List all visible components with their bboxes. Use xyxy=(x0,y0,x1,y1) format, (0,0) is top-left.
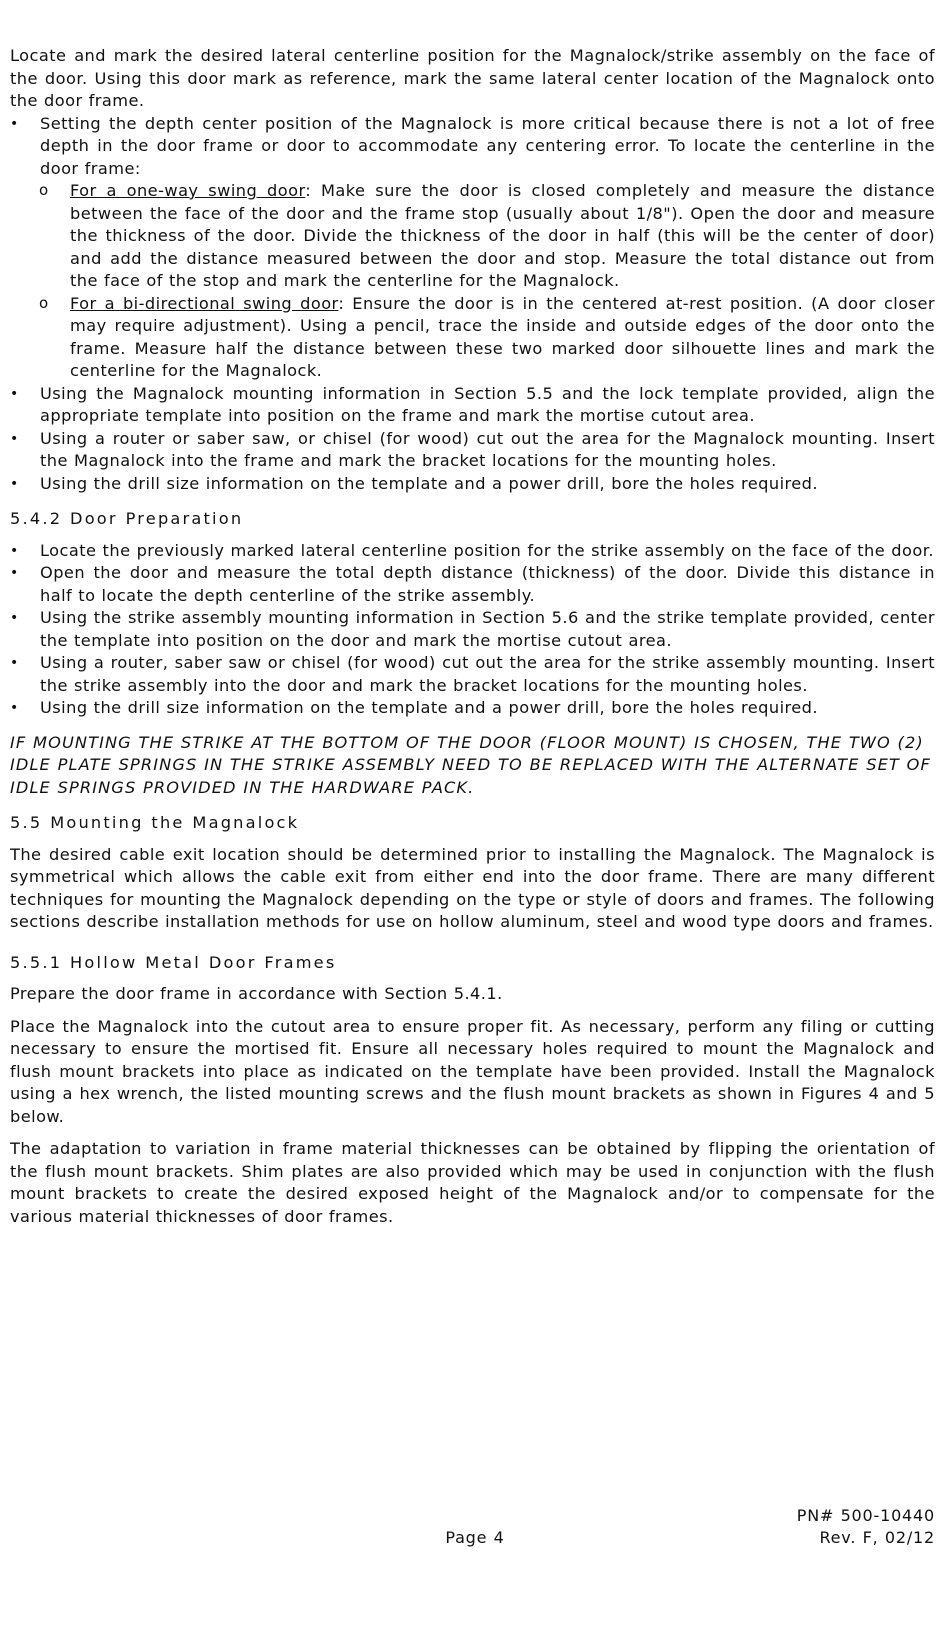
list-item: • Using a router, saber saw or chisel (for wood) cut out the area for the strike assembly mounting. Insert the strike assembly into the door and mark the bracket locations for the mounting holes. xyxy=(10,652,935,697)
hollow-paragraph-2: Place the Magnalock into the cutout area to ensure proper fit. As necessary, perform any filing or cutting necessary to ensure the mortised fit. Ensure all necessary holes required to mount the Magnalock and flush mount brackets into place as indicated on the template have been provided. Install the Magnalock using a hex wrench, the listed mounting screws and the flush mount brackets as shown in Figures 4 and 5 below. xyxy=(10,1016,935,1126)
list-item: • Locate the previously marked lateral centerline position for the strike assembly on the face of the door. xyxy=(10,540,935,563)
page-footer xyxy=(0,1505,950,1555)
sub-item-text: : Ensure the door is in the centered at-rest position. (A door closer may require adjustment). Using a pencil, trace the inside and outside edges of the door onto the frame. Measure half the distance between these two marked door silhouette lines and mark the centerline for the Magnalock. xyxy=(70,293,936,380)
hollow-paragraph-3: The adaptation to variation in frame material thicknesses can be obtained by flipping the orientation of the flush mount brackets. Shim plates are also provided which may be used in conjunction with the flush mount brackets to create the desired exposed height of the Magnalock and/or to compensate for the various material thicknesses of door frames. xyxy=(10,1139,935,1226)
page-number: Page 4 xyxy=(445,1528,505,1547)
sub-list xyxy=(10,180,935,383)
list-item: • Open the door and measure the total depth distance (thickness) of the door. Divide this distance in half to locate the depth centerline of the strike assembly. xyxy=(10,562,935,607)
sub-item-label: For a bi-directional swing door xyxy=(70,293,339,313)
section-heading-mounting: 5.5 Mounting the Magnalock xyxy=(10,813,300,832)
sub-list-item xyxy=(10,293,935,383)
warning-note: IF MOUNTING THE STRIKE AT THE BOTTOM OF THE DOOR (FLOOR MOUNT) IS CHOSEN, THE TWO (2) IDLE PLATE SPRINGS IN THE STRIKE ASSEMBLY NEED TO BE REPLACED WITH THE ALTERNATE SET OF IDLE SPRINGS PROVIDED IN THE HARDWARE PACK. xyxy=(10,732,931,797)
sub-item-label: For a one-way swing door xyxy=(70,181,306,200)
list-item: • Using the strike assembly mounting information in Section 5.6 and the strike template provided, center the template into position on the door and mark the mortise cutout area. xyxy=(10,607,935,652)
hollow-paragraph-1: Prepare the door frame in accordance with Section 5.4.1. xyxy=(10,984,503,1003)
section-heading-hollow-metal: 5.5.1 Hollow Metal Door Frames xyxy=(10,952,337,972)
mounting-paragraph: The desired cable exit location should be determined prior to installing the Magnalock. The Magnalock is symmetrical which allows the cable exit from either end into the door frame. There are many different techniques for mounting the Magnalock depending on the type or style of doors and frames. The following sections describe installation methods for use on hollow aluminum, steel and wood type doors and frames. xyxy=(10,844,935,931)
sub-list-item xyxy=(10,180,935,293)
revision: Rev. F, 02/12 xyxy=(819,1528,935,1547)
door-prep-list xyxy=(10,540,935,720)
list-item: • Using a router or saber saw, or chisel (for wood) cut out the area for the Magnalock mounting. Insert the Magnalock into the frame and mark the bracket locations for the mounting holes. xyxy=(10,428,935,473)
part-number: PN# 500-10440 xyxy=(796,1506,935,1525)
list-item-text: Setting the depth center position of the Magnalock is more critical because there is not a lot of free depth in the door frame or door to accommodate any centering error. To locate the centerline in the door frame: xyxy=(40,113,935,178)
list-item: • Using the Magnalock mounting information in Section 5.5 and the lock template provided, align the appropriate template into position on the frame and mark the mortise cutout area. xyxy=(10,383,935,428)
sub-item-text: : Make sure the door is closed completely and measure the distance between the face of the door and the frame stop (usually about 1/8"). Open the door and measure the thickness of the door. Divide the thickness of the door in half (this will be the center of door) and add the distance measured between the door and stop. Measure the total distance out from the face of the stop and mark the centerline for the Magnalock. xyxy=(70,181,935,290)
section-heading-door-preparation: 5.4.2 Door Preparation xyxy=(10,509,244,528)
list-item: • Using the drill size information on the template and a power drill, bore the holes required. xyxy=(10,473,935,496)
intro-paragraph: Locate and mark the desired lateral centerline position for the Magnalock/strike assembly on the face of the door. Using this door mark as reference, mark the same lateral center location of the Magnalock onto the door frame. xyxy=(10,46,935,110)
frame-prep-list xyxy=(10,113,935,496)
list-item: • Using the drill size information on the template and a power drill, bore the holes required. xyxy=(10,697,935,720)
list-item xyxy=(10,113,935,383)
